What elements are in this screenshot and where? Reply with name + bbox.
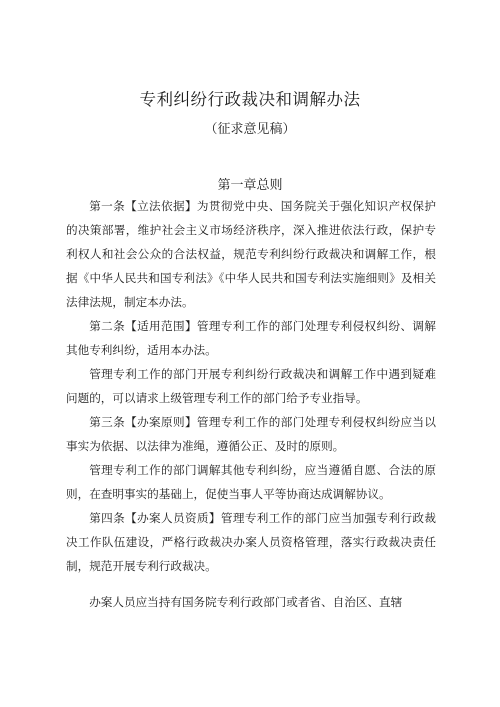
document-subtitle: （征求意见稿） (204, 122, 296, 137)
article-2-scope: 第二条【适用范围】管理专利工作的部门处理专利侵权纠纷、调解其他专利纠纷，适用本办法。 (66, 319, 436, 357)
article-2-guidance: 管理专利工作的部门开展专利纠纷行政裁决和调解工作中遇到疑难问题的，可以请求上级管理专利工作的部门给予专业指导。 (66, 367, 436, 405)
article-3-principles: 第三条【办案原则】管理专利工作的部门处理专利侵权纠纷应当以事实为依据、以法律为准绳，遵循公正、及时的原则。 (66, 415, 436, 453)
article-3-mediation: 管理专利工作的部门调解其他专利纠纷，应当遵循自愿、合法的原则，在查明事实的基础上，促使当事人平等协商达成调解协议。 (66, 463, 436, 501)
document-title: 专利纠纷行政裁决和调解办法 (139, 90, 361, 109)
article-4-qualification: 第四条【办案人员资质】管理专利工作的部门应当加强专利行政裁决工作队伍建设，严格行政裁决办案人员资格管理，落实行政裁决责任制，规范开展专利行政裁决。 (66, 511, 436, 573)
document-body (66, 194, 436, 614)
chapter-heading: 第一章总则 (217, 178, 283, 193)
article-4-staff-certification: 办案人员应当持有国务院专利行政部门或者省、自治区、直辖 (89, 595, 403, 609)
article-1-legislative-basis: 第一条【立法依据】为贯彻党中央、国务院关于强化知识产权保护的决策部署，维护社会主义市场经济秩序，深入推进依法行政，保护专利权人和社会公众的合法权益，规范专利纠纷行政裁决和调解工作，根据《中华人民共和国专利法》《中华人民共和国专利法实施细则》及相关法律法规，制定本办法。 (66, 199, 436, 309)
